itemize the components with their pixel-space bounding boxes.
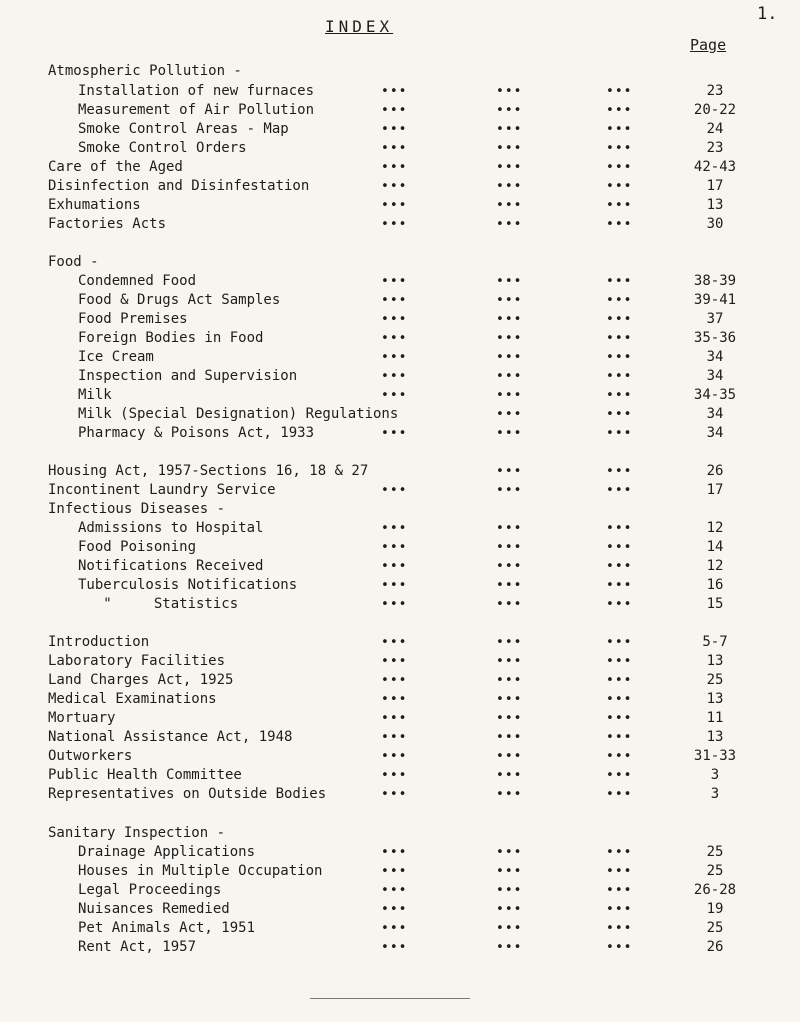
leader-dots: ••• <box>496 369 523 384</box>
entry-page-number: 30 <box>706 216 724 232</box>
index-entry <box>0 348 800 367</box>
index-entry <box>0 938 800 957</box>
leader-dots: ••• <box>381 293 408 308</box>
entry-page-number: 34 <box>706 425 724 441</box>
entry-label: Drainage Applications <box>78 844 256 860</box>
leader-dots: ••• <box>496 559 523 574</box>
entry-label: Sanitary Inspection - <box>48 825 226 841</box>
entry-page-number: 31-33 <box>693 748 737 764</box>
leader-dots: ••• <box>606 521 633 536</box>
entry-label: Disinfection and Disinfestation <box>48 178 310 194</box>
leader-dots: ••• <box>606 312 633 327</box>
index-entry <box>0 595 800 614</box>
entry-label: Representatives on Outside Bodies <box>48 786 327 802</box>
entry-page-number: 25 <box>706 844 724 860</box>
leader-dots: ••• <box>496 103 523 118</box>
index-entry <box>0 919 800 938</box>
leader-dots: ••• <box>606 749 633 764</box>
entry-page-number: 25 <box>706 920 724 936</box>
entry-page-number: 15 <box>706 596 724 612</box>
leader-dots: ••• <box>496 902 523 917</box>
entry-label: Mortuary <box>48 710 116 726</box>
entry-page-number: 17 <box>706 178 724 194</box>
entry-page-number: 19 <box>706 901 724 917</box>
entry-label: Medical Examinations <box>48 691 217 707</box>
index-entry <box>0 139 800 158</box>
leader-dots: ••• <box>496 141 523 156</box>
leader-dots: ••• <box>381 369 408 384</box>
leader-dots: ••• <box>496 749 523 764</box>
entry-label: Nuisances Remedied <box>78 901 230 917</box>
index-entry <box>0 728 800 747</box>
leader-dots: ••• <box>496 730 523 745</box>
leader-dots: ••• <box>606 559 633 574</box>
leader-dots: ••• <box>606 864 633 879</box>
index-entry <box>0 82 800 101</box>
entry-label: Rent Act, 1957 <box>78 939 197 955</box>
entry-label: Inspection and Supervision <box>78 368 298 384</box>
entry-page-number: 25 <box>706 863 724 879</box>
entry-page-number: 26 <box>706 939 724 955</box>
leader-dots: ••• <box>606 597 633 612</box>
entry-page-number: 3 <box>710 786 720 802</box>
entry-label: Milk <box>78 387 112 403</box>
leader-dots: ••• <box>606 179 633 194</box>
leader-dots: ••• <box>381 654 408 669</box>
entry-page-number: 3 <box>710 767 720 783</box>
leader-dots: ••• <box>606 768 633 783</box>
index-entry <box>0 329 800 348</box>
entry-label: Care of the Aged <box>48 159 183 175</box>
leader-dots: ••• <box>496 711 523 726</box>
entry-page-number: 5-7 <box>702 634 728 650</box>
leader-dots: ••• <box>606 84 633 99</box>
leader-dots: ••• <box>381 921 408 936</box>
index-entry <box>0 462 800 481</box>
leader-dots: ••• <box>606 940 633 955</box>
index-entry <box>0 576 800 595</box>
entry-page-number: 12 <box>706 520 724 536</box>
entry-page-number: 34 <box>706 406 724 422</box>
page-number: 1. <box>757 4 778 24</box>
leader-dots: ••• <box>606 483 633 498</box>
leader-dots: ••• <box>496 787 523 802</box>
leader-dots: ••• <box>381 559 408 574</box>
index-entry <box>0 367 800 386</box>
leader-dots: ••• <box>381 711 408 726</box>
leader-dots: ••• <box>381 179 408 194</box>
leader-dots: ••• <box>606 388 633 403</box>
leader-dots: ••• <box>496 768 523 783</box>
entry-page-number: 14 <box>706 539 724 555</box>
leader-dots: ••• <box>606 692 633 707</box>
leader-dots: ••• <box>381 635 408 650</box>
entry-label: Admissions to Hospital <box>78 520 264 536</box>
index-entry <box>0 824 800 843</box>
leader-dots: ••• <box>381 141 408 156</box>
entry-page-number: 25 <box>706 672 724 688</box>
entry-label: Milk (Special Designation) Regulations <box>78 406 399 422</box>
entry-label: Laboratory Facilities <box>48 653 226 669</box>
leader-dots: ••• <box>381 883 408 898</box>
entry-label: Incontinent Laundry Service <box>48 482 276 498</box>
leader-dots: ••• <box>381 692 408 707</box>
leader-dots: ••• <box>496 940 523 955</box>
entry-label: Condemned Food <box>78 273 197 289</box>
entry-page-number: 39-41 <box>693 292 737 308</box>
entry-label: Exhumations <box>48 197 141 213</box>
entry-page-number: 34 <box>706 368 724 384</box>
bottom-rule <box>310 998 470 999</box>
entry-page-number: 11 <box>706 710 724 726</box>
entry-label: Notifications Received <box>78 558 264 574</box>
entry-label: Food Poisoning <box>78 539 197 555</box>
index-entry <box>0 481 800 500</box>
leader-dots: ••• <box>381 103 408 118</box>
leader-dots: ••• <box>381 312 408 327</box>
leader-dots: ••• <box>381 902 408 917</box>
leader-dots: ••• <box>606 274 633 289</box>
entry-page-number: 13 <box>706 197 724 213</box>
leader-dots: ••• <box>496 864 523 879</box>
leader-dots: ••• <box>381 521 408 536</box>
leader-dots: ••• <box>496 274 523 289</box>
leader-dots: ••• <box>606 673 633 688</box>
leader-dots: ••• <box>496 845 523 860</box>
leader-dots: ••• <box>606 711 633 726</box>
leader-dots: ••• <box>496 483 523 498</box>
entry-page-number: 12 <box>706 558 724 574</box>
leader-dots: ••• <box>606 103 633 118</box>
entry-label: National Assistance Act, 1948 <box>48 729 293 745</box>
index-entry <box>0 101 800 120</box>
leader-dots: ••• <box>496 692 523 707</box>
entry-label: Land Charges Act, 1925 <box>48 672 234 688</box>
entry-page-number: 26 <box>706 463 724 479</box>
leader-dots: ••• <box>606 540 633 555</box>
leader-dots: ••• <box>496 578 523 593</box>
leader-dots: ••• <box>496 921 523 936</box>
leader-dots: ••• <box>606 293 633 308</box>
entry-page-number: 37 <box>706 311 724 327</box>
leader-dots: ••• <box>496 312 523 327</box>
leader-dots: ••• <box>381 597 408 612</box>
entry-page-number: 34-35 <box>693 387 737 403</box>
index-entry <box>0 62 800 81</box>
index-entry <box>0 196 800 215</box>
entry-label: Pet Animals Act, 1951 <box>78 920 256 936</box>
entry-label: Introduction <box>48 634 150 650</box>
leader-dots: ••• <box>606 578 633 593</box>
leader-dots: ••• <box>496 160 523 175</box>
leader-dots: ••• <box>381 787 408 802</box>
leader-dots: ••• <box>496 426 523 441</box>
leader-dots: ••• <box>496 883 523 898</box>
entry-page-number: 23 <box>706 83 724 99</box>
leader-dots: ••• <box>381 160 408 175</box>
entry-page-number: 34 <box>706 349 724 365</box>
leader-dots: ••• <box>496 388 523 403</box>
entry-label: Measurement of Air Pollution <box>78 102 315 118</box>
index-entry <box>0 766 800 785</box>
leader-dots: ••• <box>381 198 408 213</box>
leader-dots: ••• <box>606 635 633 650</box>
entry-label: Ice Cream <box>78 349 154 365</box>
leader-dots: ••• <box>606 730 633 745</box>
entry-label: Outworkers <box>48 748 133 764</box>
index-entry <box>0 785 800 804</box>
index-entry <box>0 272 800 291</box>
leader-dots: ••• <box>381 768 408 783</box>
entry-label: Housing Act, 1957-Sections 16, 18 & 27 <box>48 463 369 479</box>
leader-dots: ••• <box>381 122 408 137</box>
leader-dots: ••• <box>496 198 523 213</box>
leader-dots: ••• <box>381 388 408 403</box>
entry-page-number: 13 <box>706 653 724 669</box>
leader-dots: ••• <box>496 350 523 365</box>
entry-page-number: 26-28 <box>693 882 737 898</box>
index-entry <box>0 177 800 196</box>
leader-dots: ••• <box>381 940 408 955</box>
entry-page-number: 23 <box>706 140 724 156</box>
leader-dots: ••• <box>381 845 408 860</box>
leader-dots: ••• <box>381 331 408 346</box>
leader-dots: ••• <box>606 464 633 479</box>
leader-dots: ••• <box>381 84 408 99</box>
entry-label: Legal Proceedings <box>78 882 222 898</box>
entry-label: Smoke Control Orders <box>78 140 247 156</box>
leader-dots: ••• <box>606 787 633 802</box>
index-entry <box>0 862 800 881</box>
page-column-header: Page <box>690 36 727 54</box>
leader-dots: ••• <box>496 217 523 232</box>
leader-dots: ••• <box>496 654 523 669</box>
leader-dots: ••• <box>496 293 523 308</box>
entry-page-number: 20-22 <box>693 102 737 118</box>
entry-page-number: 35-36 <box>693 330 737 346</box>
leader-dots: ••• <box>381 274 408 289</box>
leader-dots: ••• <box>381 483 408 498</box>
leader-dots: ••• <box>606 883 633 898</box>
leader-dots: ••• <box>606 407 633 422</box>
index-entry <box>0 671 800 690</box>
leader-dots: ••• <box>381 749 408 764</box>
leader-dots: ••• <box>496 597 523 612</box>
leader-dots: ••• <box>606 141 633 156</box>
entry-label: Infectious Diseases - <box>48 501 226 517</box>
index-entry <box>0 291 800 310</box>
entry-label: Factories Acts <box>48 216 167 232</box>
index-entry <box>0 519 800 538</box>
page-title: INDEX <box>325 17 394 36</box>
leader-dots: ••• <box>606 902 633 917</box>
leader-dots: ••• <box>606 331 633 346</box>
leader-dots: ••• <box>606 654 633 669</box>
entry-page-number: 42-43 <box>693 159 737 175</box>
index-entry <box>0 424 800 443</box>
entry-label: Food - <box>48 254 99 270</box>
leader-dots: ••• <box>496 635 523 650</box>
leader-dots: ••• <box>381 673 408 688</box>
index-entry <box>0 881 800 900</box>
index-entry <box>0 310 800 329</box>
leader-dots: ••• <box>496 331 523 346</box>
entry-label: Public Health Committee <box>48 767 242 783</box>
entry-label: Installation of new furnaces <box>78 83 315 99</box>
entry-label: Food & Drugs Act Samples <box>78 292 281 308</box>
index-entry <box>0 405 800 424</box>
leader-dots: ••• <box>606 921 633 936</box>
leader-dots: ••• <box>606 217 633 232</box>
entry-label: Houses in Multiple Occupation <box>78 863 323 879</box>
leader-dots: ••• <box>606 845 633 860</box>
entry-page-number: 13 <box>706 691 724 707</box>
leader-dots: ••• <box>606 426 633 441</box>
leader-dots: ••• <box>496 673 523 688</box>
entry-page-number: 13 <box>706 729 724 745</box>
entry-label: Tuberculosis Notifications <box>78 577 298 593</box>
index-entry <box>0 386 800 405</box>
leader-dots: ••• <box>496 521 523 536</box>
entry-page-number: 17 <box>706 482 724 498</box>
leader-dots: ••• <box>606 160 633 175</box>
index-entry <box>0 900 800 919</box>
leader-dots: ••• <box>381 426 408 441</box>
leader-dots: ••• <box>606 369 633 384</box>
leader-dots: ••• <box>606 122 633 137</box>
entry-page-number: 16 <box>706 577 724 593</box>
index-entry <box>0 747 800 766</box>
entry-label: Food Premises <box>78 311 188 327</box>
entry-label: " Statistics <box>78 596 239 612</box>
index-entry <box>0 158 800 177</box>
index-entry <box>0 652 800 671</box>
index-entry <box>0 500 800 519</box>
index-entry <box>0 709 800 728</box>
entry-page-number: 24 <box>706 121 724 137</box>
leader-dots: ••• <box>381 540 408 555</box>
leader-dots: ••• <box>496 540 523 555</box>
index-entry <box>0 215 800 234</box>
leader-dots: ••• <box>381 350 408 365</box>
index-entry <box>0 843 800 862</box>
leader-dots: ••• <box>381 217 408 232</box>
leader-dots: ••• <box>381 864 408 879</box>
leader-dots: ••• <box>496 179 523 194</box>
entry-page-number: 38-39 <box>693 273 737 289</box>
index-entry <box>0 690 800 709</box>
index-entry <box>0 253 800 272</box>
entry-label: Foreign Bodies in Food <box>78 330 264 346</box>
index-entry <box>0 538 800 557</box>
leader-dots: ••• <box>606 198 633 213</box>
leader-dots: ••• <box>381 578 408 593</box>
leader-dots: ••• <box>381 730 408 745</box>
entry-label: Smoke Control Areas - Map <box>78 121 289 137</box>
entry-label: Atmospheric Pollution - <box>48 63 242 79</box>
leader-dots: ••• <box>496 464 523 479</box>
leader-dots: ••• <box>496 122 523 137</box>
leader-dots: ••• <box>496 407 523 422</box>
entry-label: Pharmacy & Poisons Act, 1933 <box>78 425 315 441</box>
index-entry <box>0 557 800 576</box>
index-entry <box>0 120 800 139</box>
leader-dots: ••• <box>606 350 633 365</box>
leader-dots: ••• <box>496 84 523 99</box>
index-entry <box>0 633 800 652</box>
